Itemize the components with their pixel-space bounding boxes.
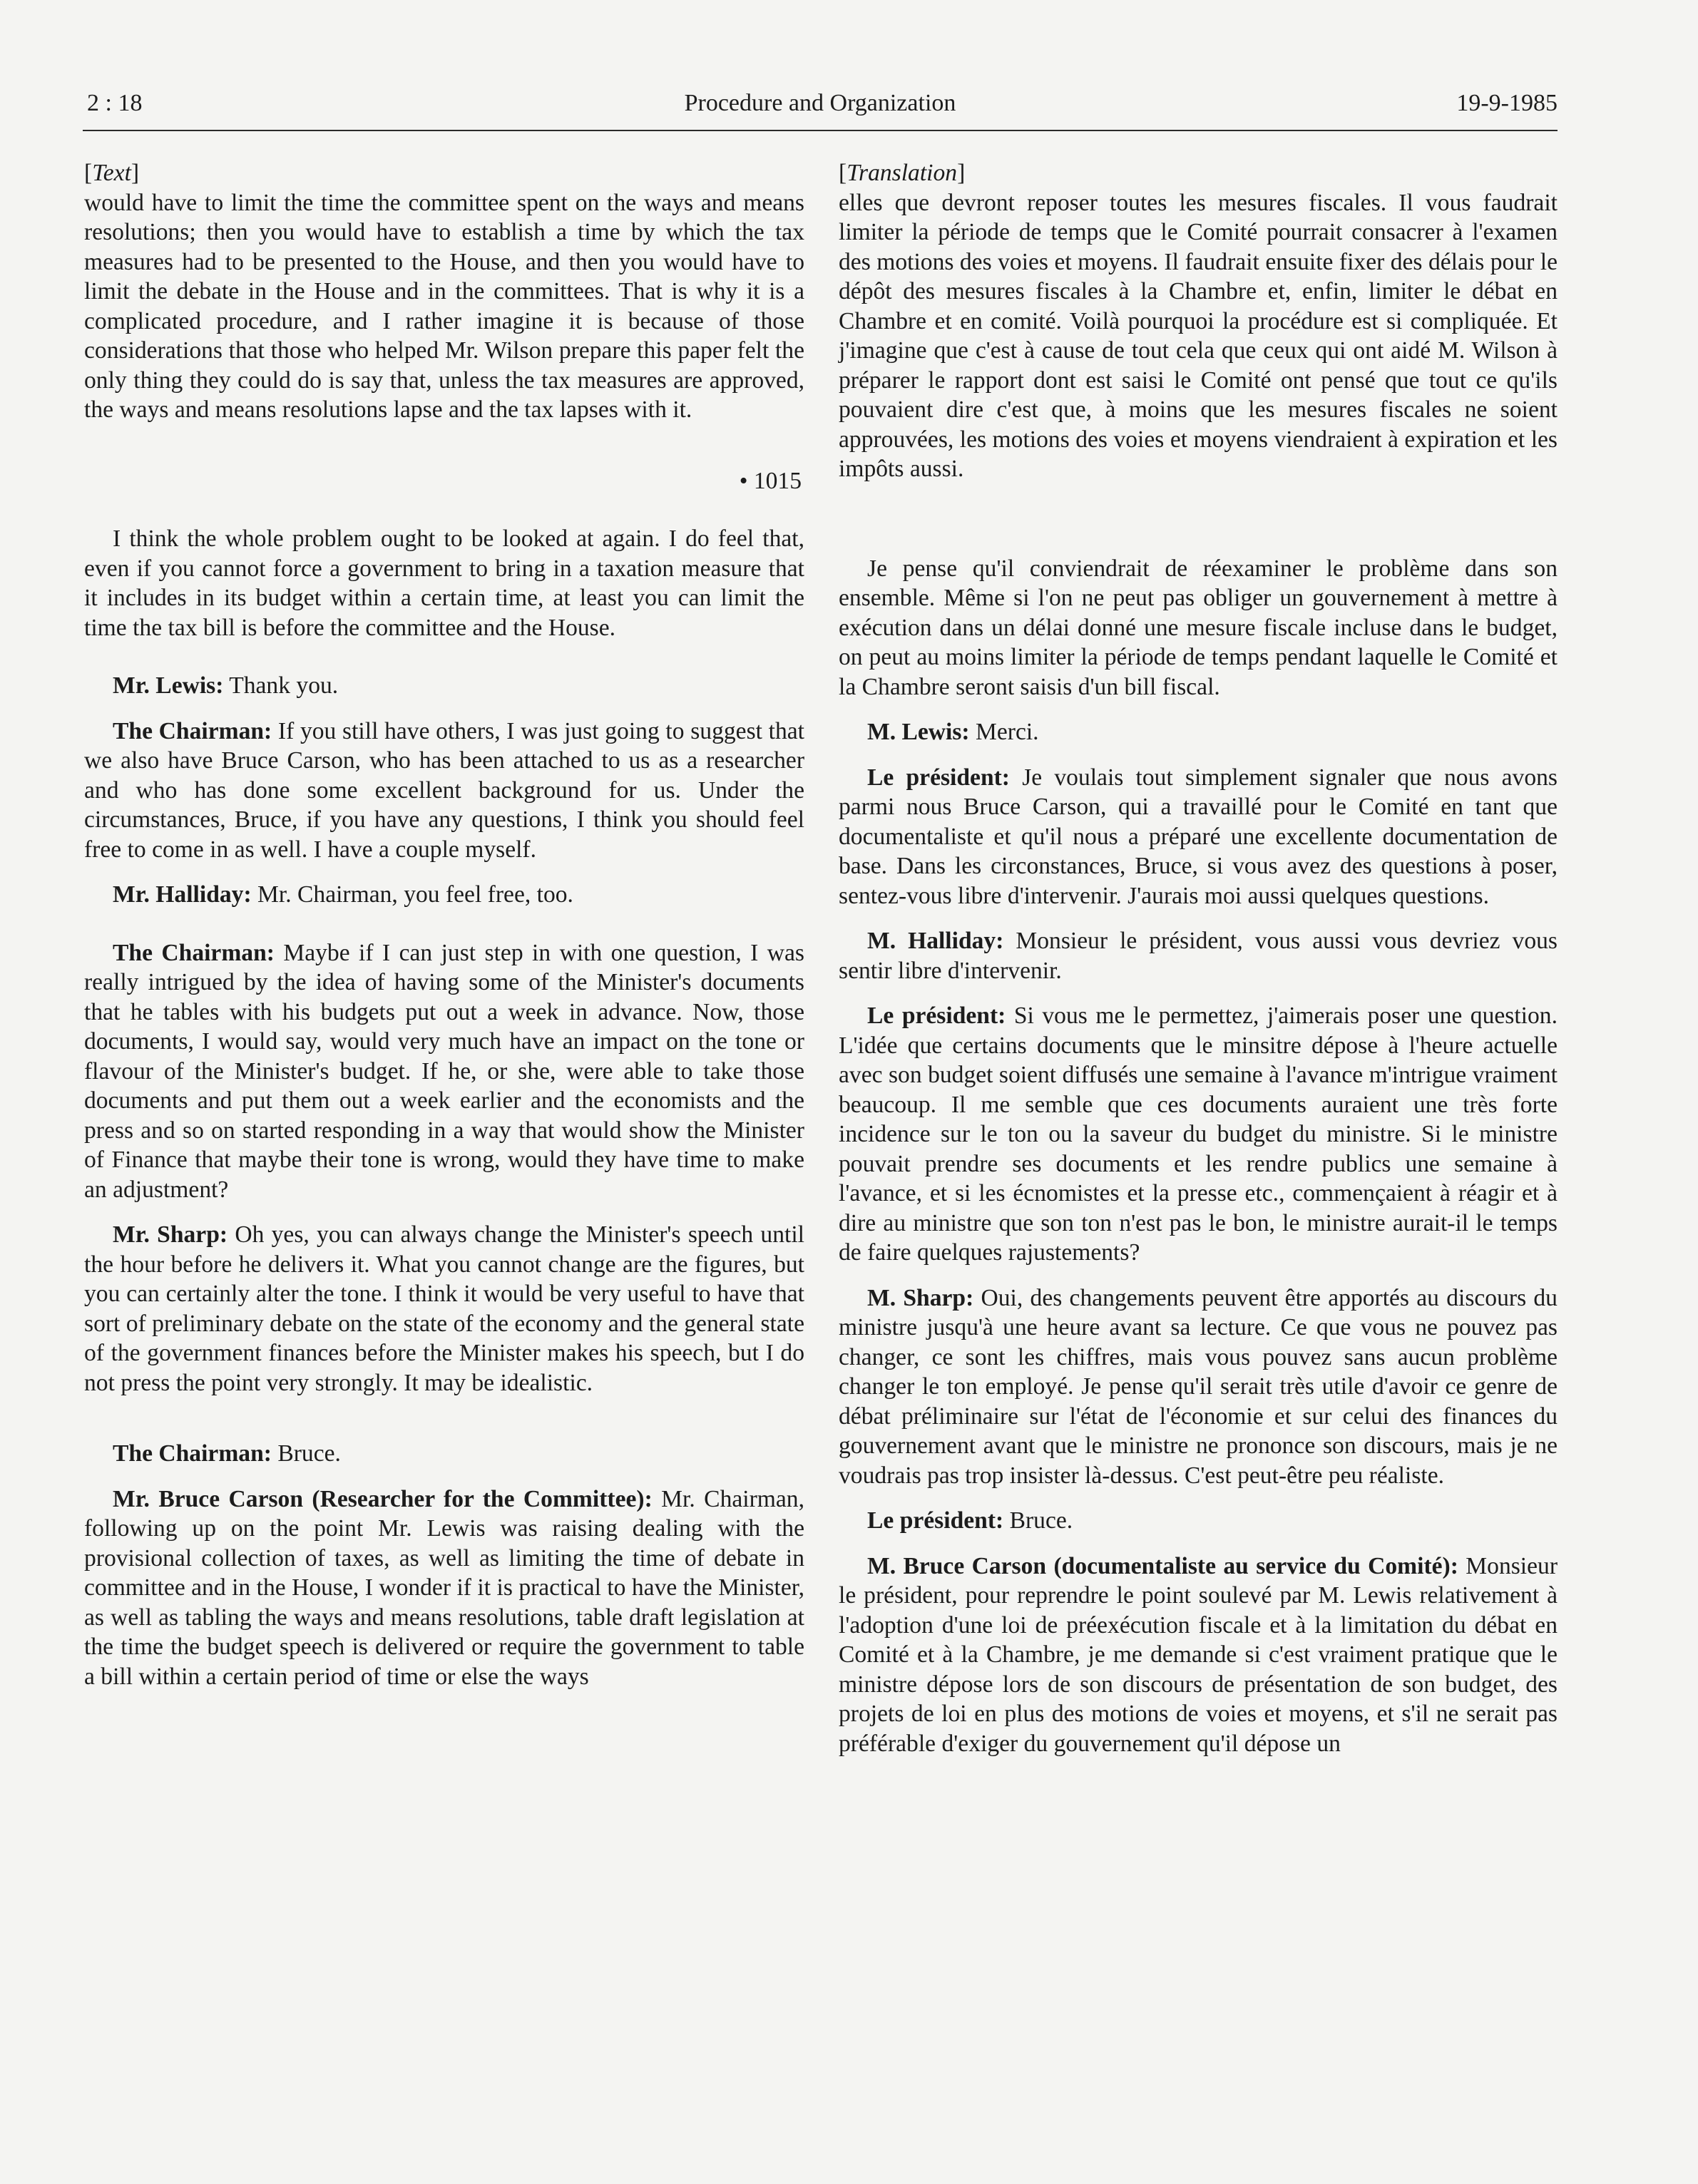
french-column [839,158,1558,1758]
speech-text: Mr. Chairman, following up on the point Mr. Lewis was raising dealing with the provisional collection of taxes, as well as limiting the time of debate in committee and in the House, I wonder if it is practical to have the Minister, as well as tabling the ways and means resolutions, table draft legislation at the time the budget speech is delivered or require the government to table a bill within a certain period of time or else the ways [84,1485,804,1690]
speech [839,1552,1558,1759]
speech-text: Merci. [969,719,1039,745]
speech [84,1485,804,1692]
speaker-name: Mr. Halliday: [113,881,252,908]
english-column [84,158,804,1691]
column-label: [Translation] [839,160,966,186]
speaker-name: The Chairman: [113,939,275,966]
speech [839,763,1558,911]
speech [839,1001,1558,1268]
sitting-date: 19-9-1985 [1456,90,1558,116]
speaker-name: M. Bruce Carson (documentaliste au service du Comité): [867,1552,1458,1579]
time-marker: • 1015 [739,467,802,494]
speaker-name: M. Lewis: [867,719,970,745]
speaker-name: Le président: [867,764,1010,791]
speaker-name: M. Halliday: [867,928,1004,954]
speech [84,717,804,865]
speech-text: Mr. Chairman, you feel free, too. [251,881,573,908]
page-header [83,87,1558,131]
paragraph: I think the whole problem ought to be looked at again. I do feel that, even if you cannot force a government to bring in a taxation measure that it includes in its budget within a certain time, at least you can limit the time the tax bill is before the committee and the House. [84,526,804,641]
speech [84,1220,804,1398]
speech-text: Maybe if I can just step in with one question, I was really intrigued by the idea of having some of the Minister's documents that he tables with his budgets put out a week in advance. Now, those documents, I would say, would very much have an impact on the tone or flavour of the Minister's budget. If he, or she, were able to take those documents and put them out a week earlier and the economists and the press and so on started responding in a way that would show the Minister of Finance that maybe their tone is wrong, would they have time to make an adjustment? [84,939,805,1203]
speech [839,926,1558,985]
speech-text: If you still have others, I was just going to suggest that we also have Bruce Carson, who has been attached to us as a researcher and who has done some excellent background for us. Under the circumstances, Bruce, if you have any questions, I think you should feel free to come in as well. I have a couple myself. [84,717,805,863]
column-label: [Text] [84,160,140,186]
speech [84,1439,804,1469]
speech-text: Monsieur le président, pour reprendre le point soulevé par M. Lewis relativement à l'adoption d'une loi de préexécution fiscale et à la limitation du débat en Comité et à la Chambre, je me demande si c'est vraiment pratique que le ministre dépose lors de son discours de présentation de son budget, des projets de loi en plus des motions de voies et moyens, et s'il ne serait pas préférable d'exiger du gouvernement qu'il dépose un [839,1552,1558,1757]
speech [839,1283,1558,1491]
speaker-name: The Chairman: [113,1440,272,1467]
speaker-name: The Chairman: [113,717,272,744]
speech [839,717,1558,747]
running-title: Procedure and Organization [684,90,956,116]
speech [839,1506,1558,1536]
speaker-name: Mr. Sharp: [113,1221,228,1248]
paragraph: elles que devront reposer toutes les mesures fiscales. Il vous faudrait limiter la période de temps que le Comité pourrait consacrer à l'examen des motions des voies et moyens. Il faudrait ensuite fixer des délais pour le dépôt des mesures fiscales à la Chambre et, enfin, limiter le débat en Chambre et en comité. Voilà pourquoi la procédure est si compliquée. Et j'imagine que c'est à cause de tout cela que ceux qui ont aidé M. Wilson à préparer le rapport dont est saisi le Comité ont pensé que tout ce qu'ils pouvaient dire c'est que, à moins que les mesures fiscales ne soient approuvées, les motions des voies et moyens viendraient à expiration et les impôts aussi. [839,189,1558,482]
speaker-name: Le président: [867,1507,1004,1534]
speech-text: Si vous me le permettez, j'aimerais poser une question. L'idée que certains documents que le minsitre dépose à l'heure actuelle avec son budget soient diffusés une semaine à l'avance m'intrigue vraiment beaucoup. Il me semble que ces documents auraient une très forte incidence sur le ton ou la saveur du budget du ministre. Si le ministre pouvait prendre ses documents et les rendre publics une semaine à l'avance, et si les écnomistes et la presse etc., commençaient à réagir et à dire au ministre que son ton n'est pas le bon, le ministre aurait-il le temps de faire quelques rajustements? [839,1003,1558,1266]
paragraph: would have to limit the time the committee spent on the ways and means resolutions; then you would have to establish a time by which the tax measures had to be presented to the House, and then you would have to limit the debate in the House and in the committees. That is why it is a complicated procedure, and I rather imagine it is because of those considerations that those who helped Mr. Wilson prepare this paper felt the only thing they could do is say that, unless the tax measures are approved, the ways and means resolutions lapse and the tax lapses with it. [84,189,804,423]
speaker-name: M. Sharp: [867,1284,974,1311]
speech-text: Je voulais tout simplement signaler que nous avons parmi nous Bruce Carson, qui a travaillé pour le Comité en tant que documentaliste et qu'il nous a préparé une excellente documentation de base. Dans les circonstances, Bruce, si vous avez des questions à poser, sentez-vous libre d'intervenir. J'aurais moi aussi quelques questions. [839,764,1558,909]
speech-text: Bruce. [271,1440,341,1467]
paragraph: Je pense qu'il conviendrait de réexaminer le problème dans son ensemble. Même si l'on ne peut pas obliger un gouvernement à mettre à exécution dans un délai donné une mesure fiscale incluse dans le budget, on peut au moins limiter la période de temps pendant laquelle le Comité et la Chambre seront saisis d'un bill fiscal. [839,555,1558,700]
speech-text: Bruce. [1003,1507,1073,1534]
speech-text: Oh yes, you can always change the Minister's speech until the hour before he delivers it. What you cannot change are the figures, but you can certainly alter the tone. I think it would be very useful to have that sort of preliminary debate on the state of the economy and the general state of the government finances before the Minister makes his speech, but I do not press the point very strongly. It may be idealistic. [84,1221,804,1396]
speech-text: Thank you. [223,672,339,699]
speech-text: Monsieur le président, vous aussi vous devriez vous sentir libre d'intervenir. [839,928,1558,984]
speech-text: Oui, des changements peuvent être apportés au discours du ministre jusqu'à une heure avant sa lecture. Ce que vous ne pouvez pas changer, ce sont les chiffres, mais vous pouvez sans aucun problème changer le ton employé. Je pense qu'il serait très utile d'avoir ce genre de débat préliminaire sur l'état de l'économie et sur celui des finances du gouvernement avant que le ministre ne prononce son discours, mais je ne voudrais pas trop insister là-dessus. C'est peut-être peu réaliste. [839,1284,1558,1489]
speech [84,880,804,910]
text-label: Text [92,160,131,186]
translation-label: Translation [847,160,958,186]
speaker-name: Mr. Lewis: [113,672,224,699]
speech [84,671,804,701]
page-number: 2 : 18 [87,90,143,116]
speaker-name: Le président: [867,1003,1006,1029]
speech [84,938,804,1205]
speaker-name: Mr. Bruce Carson (Researcher for the Committee): [113,1485,653,1512]
